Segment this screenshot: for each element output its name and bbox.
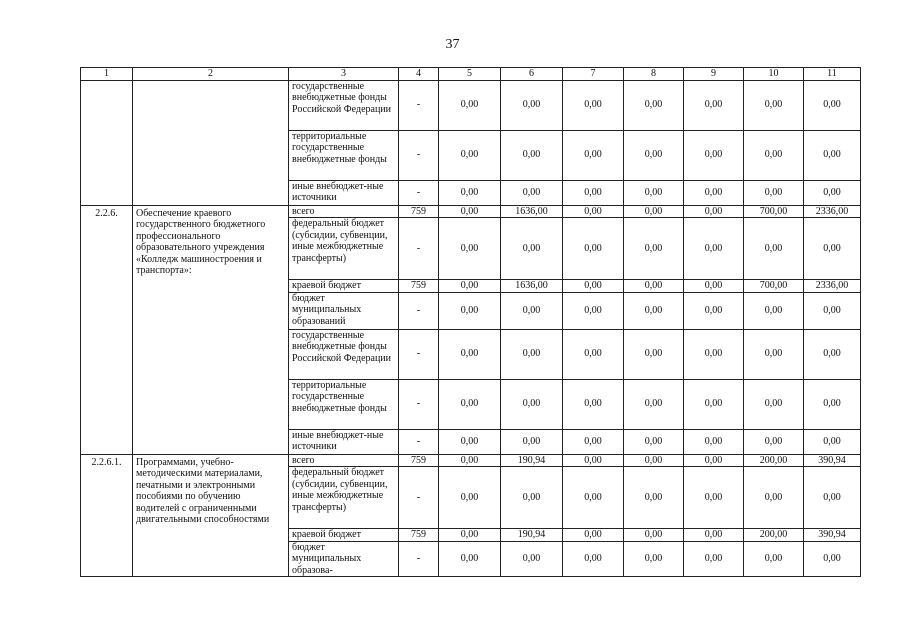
amount-cell: 0,00 bbox=[439, 329, 501, 379]
amount-cell: 0,00 bbox=[744, 180, 804, 205]
amount-cell: 0,00 bbox=[439, 130, 501, 180]
item-description-cell bbox=[133, 80, 289, 205]
amount-cell: 0,00 bbox=[684, 529, 744, 542]
amount-cell: 0,00 bbox=[501, 541, 563, 577]
amount-cell: 0,00 bbox=[439, 280, 501, 293]
amount-cell: 190,94 bbox=[501, 454, 563, 467]
amount-cell: 0,00 bbox=[439, 205, 501, 218]
amount-cell: 0,00 bbox=[684, 280, 744, 293]
amount-cell: 0,00 bbox=[804, 292, 861, 329]
amount-cell: 0,00 bbox=[624, 379, 684, 429]
amount-cell: 0,00 bbox=[744, 218, 804, 280]
grbs-code-cell: 759 bbox=[399, 205, 439, 218]
amount-cell: 0,00 bbox=[804, 379, 861, 429]
amount-cell: 0,00 bbox=[501, 379, 563, 429]
amount-cell: 0,00 bbox=[624, 467, 684, 529]
amount-cell: 0,00 bbox=[804, 180, 861, 205]
amount-cell: 0,00 bbox=[684, 429, 744, 454]
funding-source-cell: федеральный бюджет (субсидии, субвенции, иные межбюджетные трансферты) bbox=[289, 218, 399, 280]
grbs-code-cell: - bbox=[399, 329, 439, 379]
grbs-code-cell: 759 bbox=[399, 529, 439, 542]
amount-cell: 0,00 bbox=[684, 180, 744, 205]
amount-cell: 700,00 bbox=[744, 280, 804, 293]
column-header: 8 bbox=[624, 68, 684, 81]
amount-cell: 0,00 bbox=[804, 467, 861, 529]
column-header: 9 bbox=[684, 68, 744, 81]
item-code-cell: 2.2.6.1. bbox=[81, 454, 133, 577]
amount-cell: 0,00 bbox=[501, 467, 563, 529]
amount-cell: 0,00 bbox=[624, 218, 684, 280]
grbs-code-cell: 759 bbox=[399, 454, 439, 467]
amount-cell: 190,94 bbox=[501, 529, 563, 542]
grbs-code-cell: - bbox=[399, 80, 439, 130]
grbs-code-cell: - bbox=[399, 379, 439, 429]
funding-source-cell: территориальные государственные внебюджетные фонды bbox=[289, 379, 399, 429]
amount-cell: 0,00 bbox=[501, 292, 563, 329]
amount-cell: 700,00 bbox=[744, 205, 804, 218]
amount-cell: 0,00 bbox=[439, 429, 501, 454]
amount-cell: 0,00 bbox=[744, 541, 804, 577]
column-header: 7 bbox=[563, 68, 624, 81]
funding-source-cell: иные внебюджет-ные источники bbox=[289, 180, 399, 205]
amount-cell: 0,00 bbox=[744, 329, 804, 379]
amount-cell: 390,94 bbox=[804, 454, 861, 467]
grbs-code-cell: - bbox=[399, 541, 439, 577]
table-row bbox=[81, 205, 861, 218]
amount-cell: 0,00 bbox=[624, 454, 684, 467]
amount-cell: 390,94 bbox=[804, 529, 861, 542]
funding-source-cell: федеральный бюджет (субсидии, субвенции, иные межбюджетные трансферты) bbox=[289, 467, 399, 529]
amount-cell: 0,00 bbox=[804, 429, 861, 454]
amount-cell: 0,00 bbox=[624, 292, 684, 329]
amount-cell: 0,00 bbox=[684, 292, 744, 329]
grbs-code-cell: - bbox=[399, 218, 439, 280]
grbs-code-cell: - bbox=[399, 130, 439, 180]
header-row bbox=[81, 68, 861, 81]
amount-cell: 200,00 bbox=[744, 454, 804, 467]
item-code-cell: 2.2.6. bbox=[81, 205, 133, 454]
amount-cell: 0,00 bbox=[439, 467, 501, 529]
amount-cell: 0,00 bbox=[563, 467, 624, 529]
amount-cell: 0,00 bbox=[624, 329, 684, 379]
amount-cell: 0,00 bbox=[563, 205, 624, 218]
column-header: 10 bbox=[744, 68, 804, 81]
amount-cell: 0,00 bbox=[563, 280, 624, 293]
amount-cell: 0,00 bbox=[501, 218, 563, 280]
amount-cell: 0,00 bbox=[684, 130, 744, 180]
amount-cell: 0,00 bbox=[624, 541, 684, 577]
funding-source-cell: иные внебюджет-ные источники bbox=[289, 429, 399, 454]
amount-cell: 0,00 bbox=[684, 80, 744, 130]
column-header: 2 bbox=[133, 68, 289, 81]
amount-cell: 2336,00 bbox=[804, 280, 861, 293]
funding-source-cell: бюджет муниципальных образований bbox=[289, 292, 399, 329]
amount-cell: 0,00 bbox=[684, 467, 744, 529]
amount-cell: 0,00 bbox=[439, 180, 501, 205]
amount-cell: 0,00 bbox=[563, 130, 624, 180]
table-row bbox=[81, 80, 861, 130]
amount-cell: 0,00 bbox=[684, 218, 744, 280]
funding-source-cell: всего bbox=[289, 454, 399, 467]
amount-cell: 0,00 bbox=[624, 80, 684, 130]
amount-cell: 0,00 bbox=[563, 541, 624, 577]
amount-cell: 0,00 bbox=[501, 80, 563, 130]
funding-source-cell: территориальные государственные внебюджетные фонды bbox=[289, 130, 399, 180]
grbs-code-cell: - bbox=[399, 467, 439, 529]
amount-cell: 0,00 bbox=[624, 280, 684, 293]
amount-cell: 0,00 bbox=[501, 130, 563, 180]
amount-cell: 0,00 bbox=[439, 218, 501, 280]
amount-cell: 0,00 bbox=[439, 541, 501, 577]
amount-cell: 0,00 bbox=[804, 541, 861, 577]
column-header: 4 bbox=[399, 68, 439, 81]
funding-source-cell: краевой бюджет bbox=[289, 280, 399, 293]
amount-cell: 0,00 bbox=[744, 379, 804, 429]
amount-cell: 0,00 bbox=[744, 130, 804, 180]
amount-cell: 1636,00 bbox=[501, 205, 563, 218]
amount-cell: 0,00 bbox=[624, 130, 684, 180]
amount-cell: 0,00 bbox=[501, 329, 563, 379]
funding-source-cell: краевой бюджет bbox=[289, 529, 399, 542]
grbs-code-cell: 759 bbox=[399, 280, 439, 293]
amount-cell: 0,00 bbox=[563, 218, 624, 280]
column-header: 5 bbox=[439, 68, 501, 81]
amount-cell: 0,00 bbox=[684, 205, 744, 218]
item-description-cell: Программами, учебно-методическими материалами, печатными и электронными пособиями по обучению водителей с ограниченными двигательными способностями bbox=[133, 454, 289, 577]
amount-cell: 200,00 bbox=[744, 529, 804, 542]
column-header: 6 bbox=[501, 68, 563, 81]
amount-cell: 0,00 bbox=[804, 80, 861, 130]
amount-cell: 0,00 bbox=[624, 429, 684, 454]
column-header: 3 bbox=[289, 68, 399, 81]
page-number: 37 bbox=[445, 37, 460, 52]
amount-cell: 0,00 bbox=[439, 454, 501, 467]
amount-cell: 0,00 bbox=[744, 292, 804, 329]
table-row bbox=[81, 454, 861, 467]
amount-cell: 0,00 bbox=[439, 529, 501, 542]
amount-cell: 0,00 bbox=[684, 329, 744, 379]
amount-cell: 0,00 bbox=[563, 429, 624, 454]
amount-cell: 0,00 bbox=[563, 329, 624, 379]
amount-cell: 0,00 bbox=[744, 80, 804, 130]
grbs-code-cell: - bbox=[399, 292, 439, 329]
amount-cell: 0,00 bbox=[684, 379, 744, 429]
amount-cell: 0,00 bbox=[563, 379, 624, 429]
column-header: 11 bbox=[804, 68, 861, 81]
amount-cell: 0,00 bbox=[501, 180, 563, 205]
amount-cell: 0,00 bbox=[563, 454, 624, 467]
amount-cell: 0,00 bbox=[624, 180, 684, 205]
amount-cell: 0,00 bbox=[563, 292, 624, 329]
amount-cell: 0,00 bbox=[624, 529, 684, 542]
amount-cell: 2336,00 bbox=[804, 205, 861, 218]
amount-cell: 0,00 bbox=[501, 429, 563, 454]
amount-cell: 1636,00 bbox=[501, 280, 563, 293]
amount-cell: 0,00 bbox=[744, 429, 804, 454]
amount-cell: 0,00 bbox=[684, 541, 744, 577]
grbs-code-cell: - bbox=[399, 429, 439, 454]
amount-cell: 0,00 bbox=[684, 454, 744, 467]
amount-cell: 0,00 bbox=[624, 205, 684, 218]
amount-cell: 0,00 bbox=[563, 80, 624, 130]
funding-source-cell: бюджет муниципальных образова- bbox=[289, 541, 399, 577]
amount-cell: 0,00 bbox=[563, 180, 624, 205]
amount-cell: 0,00 bbox=[439, 379, 501, 429]
funding-source-cell: государственные внебюджетные фонды Российской Федерации bbox=[289, 329, 399, 379]
amount-cell: 0,00 bbox=[563, 529, 624, 542]
amount-cell: 0,00 bbox=[439, 80, 501, 130]
amount-cell: 0,00 bbox=[439, 292, 501, 329]
amount-cell: 0,00 bbox=[804, 218, 861, 280]
grbs-code-cell: - bbox=[399, 180, 439, 205]
item-description-cell: Обеспечение краевого государственного бюджетного профессионального образовательного учреждения «Колледж машиностроения и транспорта»: bbox=[133, 205, 289, 454]
amount-cell: 0,00 bbox=[744, 467, 804, 529]
column-header: 1 bbox=[81, 68, 133, 81]
item-code-cell bbox=[81, 80, 133, 205]
budget-table bbox=[80, 67, 861, 577]
funding-source-cell: государственные внебюджетные фонды Российской Федерации bbox=[289, 80, 399, 130]
funding-source-cell: всего bbox=[289, 205, 399, 218]
amount-cell: 0,00 bbox=[804, 329, 861, 379]
amount-cell: 0,00 bbox=[804, 130, 861, 180]
